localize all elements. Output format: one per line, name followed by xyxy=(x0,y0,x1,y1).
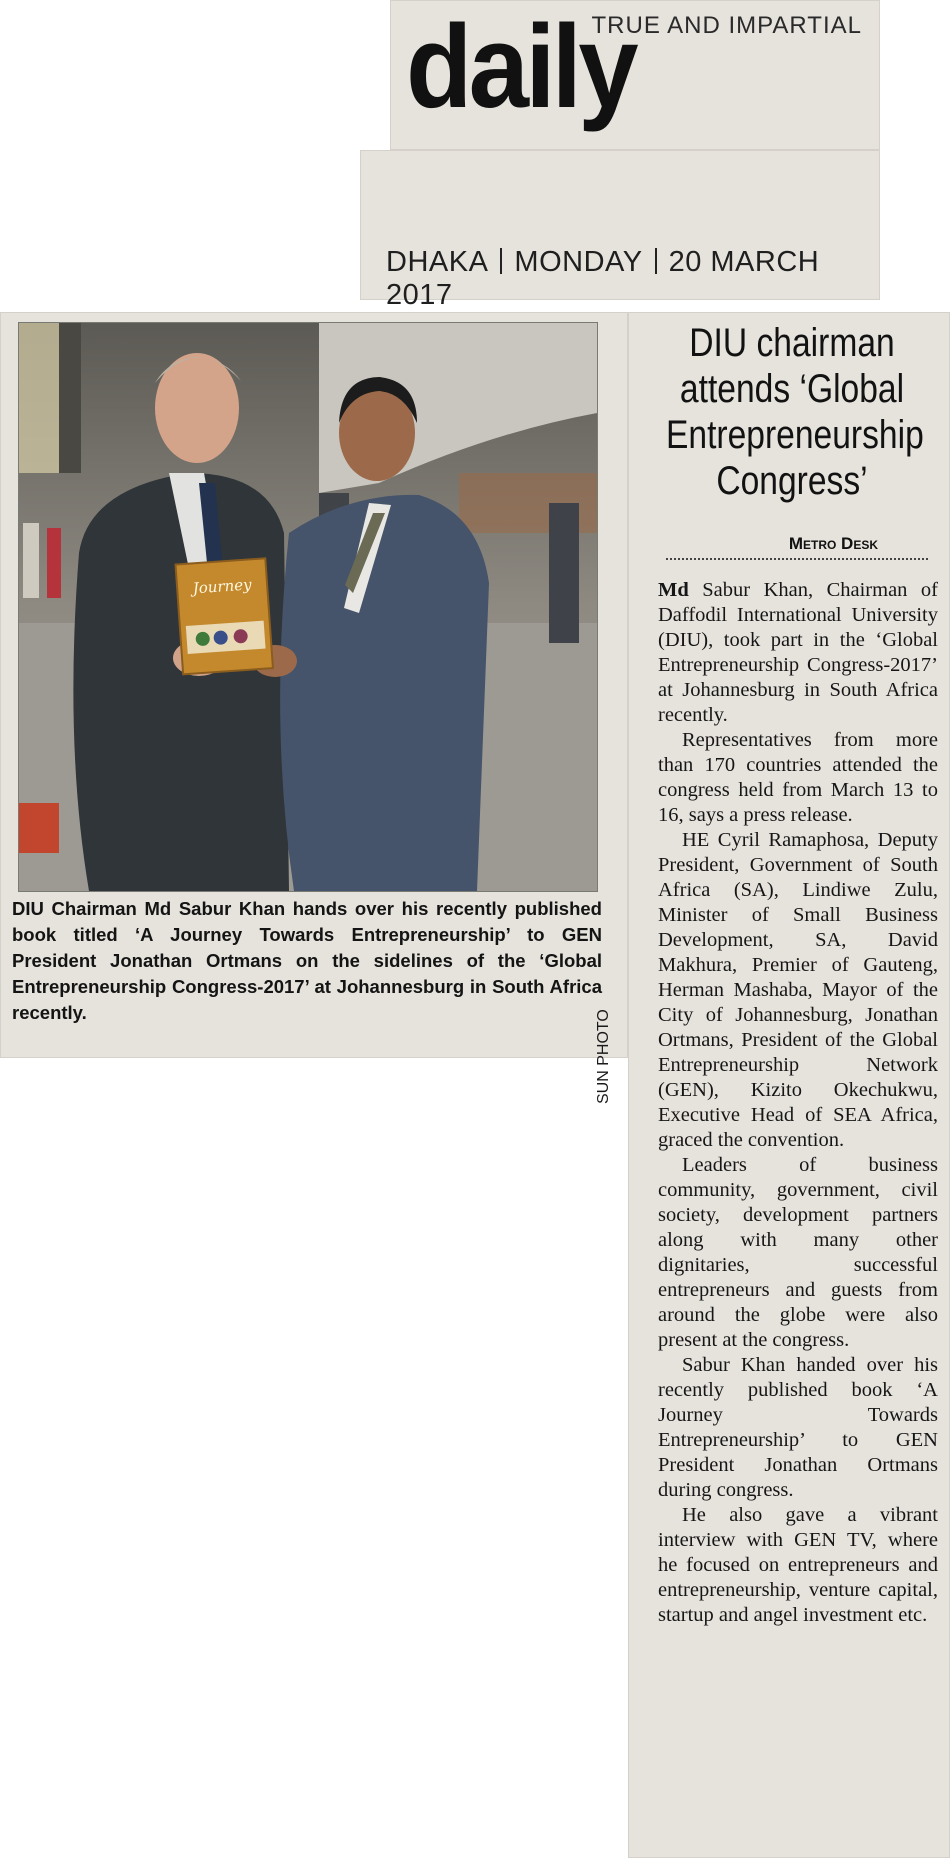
dateline-city: DHAKA xyxy=(386,246,489,278)
masthead xyxy=(390,0,880,150)
dateline xyxy=(386,246,880,312)
article xyxy=(628,312,950,1858)
article-headline: DIU chairman attends ‘Global Entrepreneurship Congress’ xyxy=(666,321,924,503)
dateline-separator xyxy=(500,248,502,274)
article-paragraph: Sabur Khan handed over his recently published book ‘A Journey Towards Entrepreneurship’ to GEN President Jonathan Ortmans during congress. xyxy=(658,1354,938,1501)
masthead-title: daily xyxy=(406,1,635,133)
photo-block xyxy=(0,312,628,1104)
photo-credit: SUN PHOTO xyxy=(595,1009,612,1104)
byline-divider xyxy=(666,558,928,560)
article-body xyxy=(658,578,938,1628)
dateline-separator xyxy=(655,248,657,274)
article-paragraph: Md Sabur Khan, Chairman of Daffodil International University (DIU), took part in the ‘Global Entrepreneurship Congress-2017’ at Johannesburg in South Africa recently. xyxy=(658,579,938,726)
article-paragraph: Leaders of business community, government, civil society, development partners along with many other dignitaries, successful entrepreneurs and guests from around the globe were also present at the congress. xyxy=(658,1154,938,1351)
photo-caption: DIU Chairman Md Sabur Khan hands over his recently published book titled ‘A Journey Towards Entrepreneurship’ to GEN President Jonathan Ortmans on the sidelines of the ‘Global Entrepreneurship Congress-2017’ at Johannesburg in South Africa recently. xyxy=(12,898,602,1023)
article-paragraph: Representatives from more than 170 countries attended the congress held from March 13 to 16, says a press release. xyxy=(658,729,938,826)
dateline-day: MONDAY xyxy=(514,246,643,278)
article-paragraph: HE Cyril Ramaphosa, Deputy President, Government of South Africa (SA), Lindiwe Zulu, Minister of Small Business Development, SA, David Makhura, Premier of Gauteng, Herman Mashaba, Mayor of the City of Johannesburg, Jonathan Ortmans, President of the Global Entrepreneurship Network (GEN), Kizito Okechukwu, Executive Head of SEA Africa, graced the convention. xyxy=(658,829,938,1151)
book-cover-title: Journey xyxy=(192,575,253,598)
dateline-date: 20 MARCH 2017 xyxy=(386,246,820,311)
dateline-strip xyxy=(360,150,880,311)
article-lead-name: Md xyxy=(658,579,689,601)
article-paragraph: He also gave a vibrant interview with GEN TV, where he focused on entrepreneurs and entrepreneurship, venture capital, startup and angel investment etc. xyxy=(658,1504,938,1626)
masthead-tagline: TRUE AND IMPARTIAL xyxy=(591,12,862,39)
news-photo xyxy=(18,322,598,892)
article-byline: Metro Desk xyxy=(788,534,878,553)
photo-illustration xyxy=(19,323,597,891)
